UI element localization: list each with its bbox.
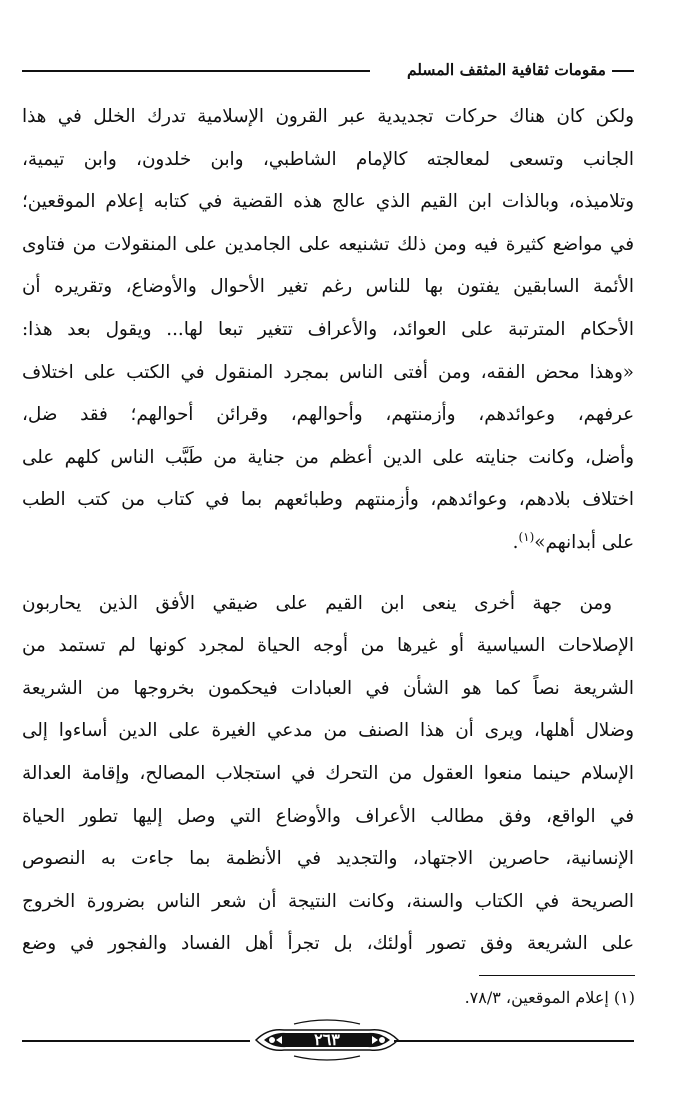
- text-line: في مواضع كثيرة فيه ومن ذلك تشنيعه على الجامدين على المنقولات من فتاوى: [22, 233, 634, 255]
- header-rule-left: [22, 70, 370, 72]
- footer-rule-left: [22, 1040, 250, 1042]
- text-line: الإسلام حينما منعوا العقول من التحرك في استجلاب المصالح، وإقامة العدالة: [22, 762, 634, 784]
- page-footer: [22, 1018, 634, 1062]
- running-title: مقومات ثقافية المثقف المسلم: [406, 60, 606, 79]
- text-line: وتلاميذه، وبالذات ابن القيم الذي عالج هذه القضية في كتابه إعلام الموقعين؛: [22, 191, 634, 213]
- footer-rule-right: [394, 1040, 634, 1042]
- paragraph-gap: [22, 565, 634, 583]
- header-rule-right: [612, 70, 634, 72]
- text-line: وضلال أهلها، ويرى أن هذا الصنف من مدعي الغيرة على الدين أساءوا إلى: [22, 720, 634, 742]
- text-line: وأضل، وكانت جنايته على الدين أعظم من جناية من طَبَّب الناس كلهم على: [22, 446, 634, 468]
- text-line: الأحكام المترتبة على العوائد، والأعراف تتغير تبعا لها... ويقول بعد هذا:: [22, 318, 634, 340]
- text-line: الشريعة نصاً كما هو الشأن في العبادات فيحكمون بخروجها من الشريعة: [22, 677, 634, 699]
- text-line: ولكن كان هناك حركات تجديدية عبر القرون الإسلامية تدرك الخلل في هذا: [22, 106, 634, 127]
- body-text: [22, 96, 634, 966]
- text-line: ومن جهة أخرى ينعى ابن القيم على ضيقي الأفق الذين يحاربون: [22, 592, 612, 614]
- text-line: الأئمة السابقين يفتون بها للناس رغم تغير الأحوال والأوضاع، وتقريره أن: [22, 276, 634, 298]
- footnote: (١) إعلام الموقعين، ٧٨/٣.: [464, 988, 635, 1007]
- period: .: [512, 531, 519, 553]
- text-line: الإنسانية، حاصرين الاجتهاد، والتجديد في الأنظمة بما جاءت به النصوص: [22, 848, 634, 870]
- text-line-last: [22, 522, 634, 565]
- text-line: على الشريعة وفق تصور أولئك، بل تجرأ أهل الفساد والفجور في وضع: [22, 933, 634, 955]
- text-line: الجانب وتسعى لمعالجته كالإمام الشاطبي، وابن خلدون، وابن تيمية،: [22, 148, 634, 170]
- footnote-rule: [479, 975, 635, 976]
- text-line: الصريحة في الكتاب والسنة، وكانت النتيجة أن شعر الناس بضرورة الخروج: [22, 890, 634, 912]
- text-line: عرفهم، وعوائدهم، وأزمنتهم، وأحوالهم، وقرائن أحوالهم؛ فقد ضل،: [22, 404, 634, 426]
- paragraph-1: [22, 96, 634, 565]
- paragraph-2: [22, 583, 634, 966]
- quote-end: على أبدانهم»: [534, 531, 634, 553]
- text-line: اختلاف بلادهم، وعوائدهم، وأزمنتهم وطبائعهم بما في كتاب من كتب الطب: [22, 489, 634, 511]
- text-line: في الواقع، وفق مطالب الأعراف والأوضاع التي وصل إليها تطور الحياة: [22, 805, 634, 827]
- running-header: [22, 58, 634, 82]
- text-line: «وهذا محض الفقه، ومن أفتى الناس بمجرد المنقول في الكتب على اختلاف: [22, 361, 634, 383]
- page-number: ٢٦٣: [314, 1030, 340, 1049]
- text-line: الإصلاحات السياسية أو غيرها من أوجه الحياة لمجرد كونها لم تستمد من: [22, 635, 634, 657]
- footnote-ref: (١): [518, 529, 535, 544]
